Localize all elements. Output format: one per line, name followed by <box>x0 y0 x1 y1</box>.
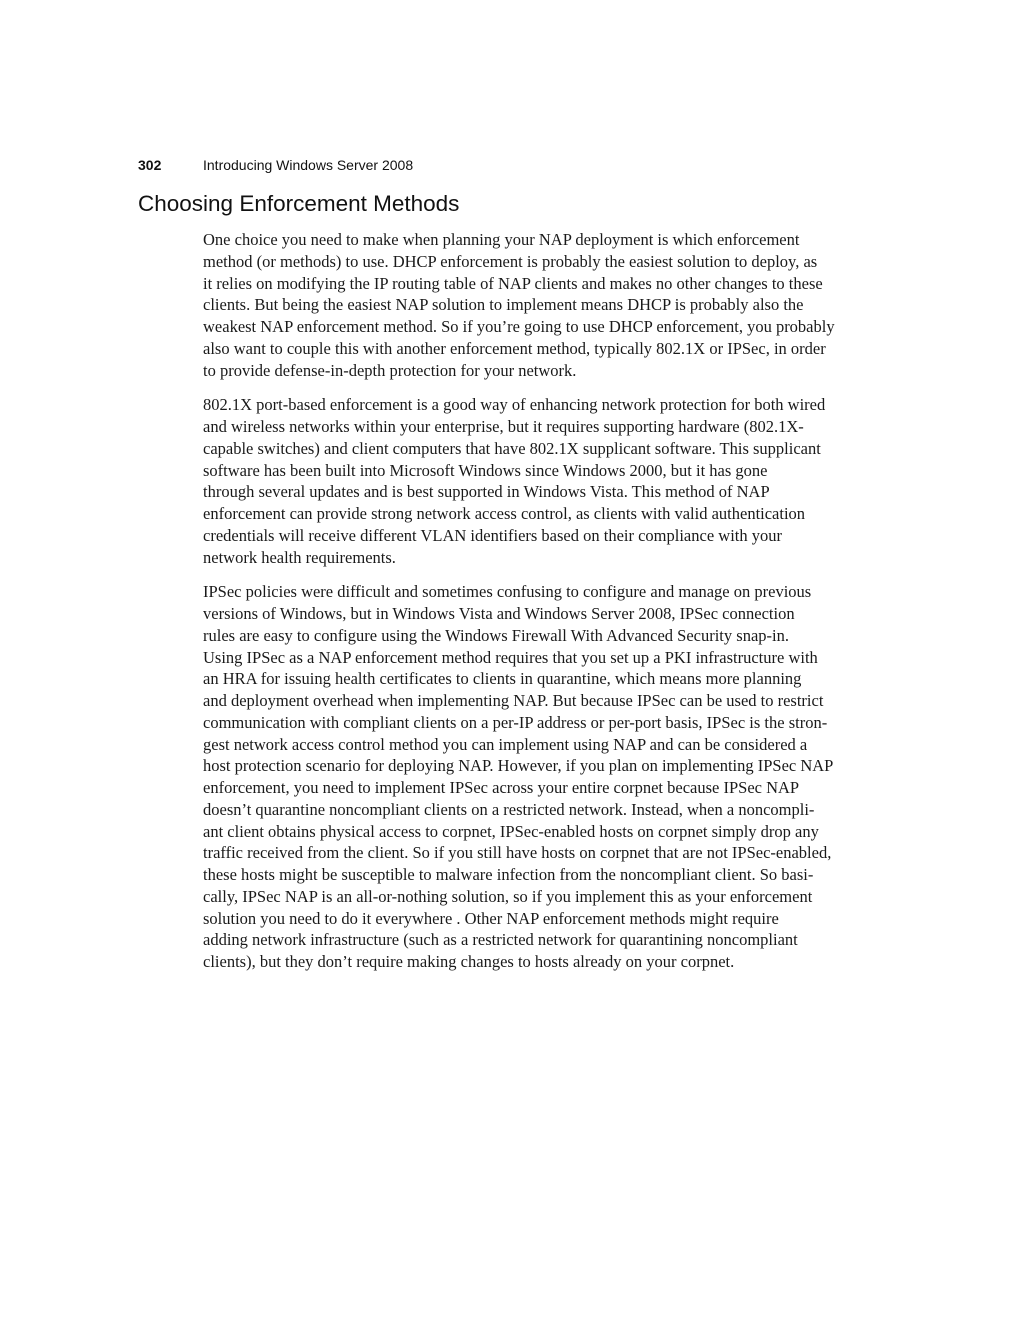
paragraph-ipsec-enforcement <box>203 581 863 973</box>
text-line: also want to couple this with another enforcement method, typically 802.1X or IPSec, in order <box>203 338 826 358</box>
text-line: host protection scenario for deploying NAP. However, if you plan on implementing IPSec NAP <box>203 756 834 776</box>
text-line: weakest NAP enforcement method. So if you’re going to use DHCP enforcement, you probably <box>203 317 835 336</box>
text-line: network health requirements. <box>203 547 396 567</box>
text-line: enforcement can provide strong network access control, as clients with valid authentication <box>203 504 806 523</box>
text-line: and wireless networks within your enterprise, but it requires supporting hardware (802.1X- <box>203 417 804 436</box>
text-line: to provide defense-in-depth protection for your network. <box>203 360 577 380</box>
body-text <box>203 229 863 986</box>
text-line: cally, IPSec NAP is an all-or-nothing solution, so if you implement this as your enforcement <box>203 886 813 906</box>
text-line: versions of Windows, but in Windows Vista and Windows Server 2008, IPSec connection <box>203 604 795 623</box>
text-line: adding network infrastructure (such as a restricted network for quarantining noncompliant <box>203 930 798 950</box>
text-line: an HRA for issuing health certificates to clients in quarantine, which means more planning <box>203 669 802 689</box>
text-line: ant client obtains physical access to corpnet, IPSec-enabled hosts on corpnet simply drop any <box>203 821 819 841</box>
section-heading: Choosing Enforcement Methods <box>138 191 460 216</box>
text-line: clients), but they don’t require making changes to hosts already on your corpnet. <box>203 952 735 971</box>
text-line: software has been built into Microsoft Windows since Windows 2000, but it has gone <box>203 460 768 480</box>
text-line: credentials will receive different VLAN identifiers based on their compliance with your <box>203 525 782 545</box>
text-line: solution you need to do it everywhere . Other NAP enforcement methods might require <box>203 908 779 928</box>
text-line: doesn’t quarantine noncompliant clients on a restricted network. Instead, when a noncompli- <box>203 799 815 819</box>
running-head-title: Introducing Windows Server 2008 <box>203 157 414 173</box>
page-number: 302 <box>138 157 162 173</box>
text-line: through several updates and is best supported in Windows Vista. This method of NAP <box>203 482 770 502</box>
text-line: it relies on modifying the IP routing table of NAP clients and makes no other changes to these <box>203 273 823 293</box>
text-line: clients. But being the easiest NAP solution to implement means DHCP is probably also the <box>203 295 804 315</box>
text-line: traffic received from the client. So if you still have hosts on corpnet that are not IPSec-enabled, <box>203 843 832 863</box>
running-head <box>138 156 413 174</box>
text-line: Using IPSec as a NAP enforcement method requires that you set up a PKI infrastructure with <box>203 647 818 667</box>
text-line: gest network access control method you can implement using NAP and can be considered a <box>203 734 808 754</box>
paragraph-dhcp-enforcement <box>203 229 863 381</box>
text-line: these hosts might be susceptible to malware infection from the noncompliant client. So basi- <box>203 865 814 884</box>
paragraph-8021x-enforcement <box>203 394 863 568</box>
text-line: method (or methods) to use. DHCP enforcement is probably the easiest solution to deploy, as <box>203 251 818 271</box>
text-line: IPSec policies were difficult and sometimes confusing to configure and manage on previous <box>203 582 812 602</box>
text-line: rules are easy to configure using the Windows Firewall With Advanced Security snap-in. <box>203 625 789 645</box>
text-line: 802.1X port-based enforcement is a good way of enhancing network protection for both wired <box>203 395 826 415</box>
text-line: capable switches) and client computers that have 802.1X supplicant software. This supplicant <box>203 438 821 458</box>
text-line: and deployment overhead when implementing NAP. But because IPSec can be used to restrict <box>203 691 824 710</box>
text-line: communication with compliant clients on a per-IP address or per-port basis, IPSec is the stron- <box>203 712 828 732</box>
text-line: enforcement, you need to implement IPSec across your entire corpnet because IPSec NAP <box>203 778 800 797</box>
text-line: One choice you need to make when planning your NAP deployment is which enforcement <box>203 230 800 249</box>
